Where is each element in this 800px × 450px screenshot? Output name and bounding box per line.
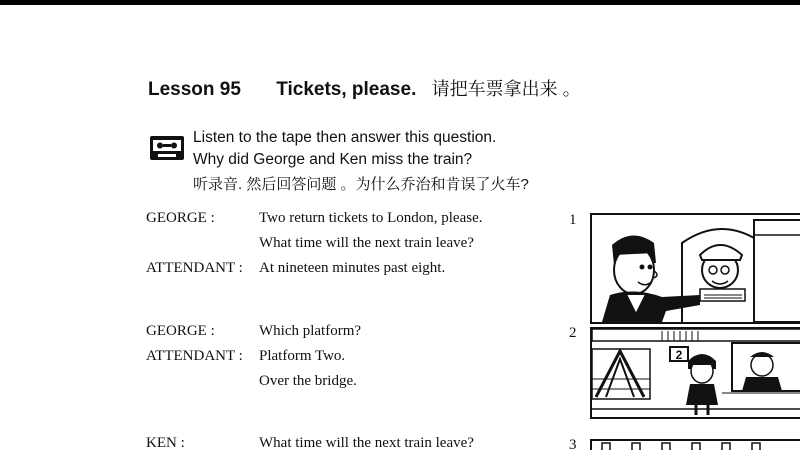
lesson-title-english: Tickets, please. — [276, 79, 417, 100]
textbook-page — [0, 5, 800, 450]
chinese-instruction-line: 听录音. 然后回答问题 。为什么乔治和肯误了火车? — [193, 176, 529, 193]
dialogue-line: Which platform? — [259, 323, 362, 339]
dialogue-line: At nineteen minutes past eight. — [259, 260, 446, 276]
picture-number: 2 — [569, 325, 577, 341]
picture-number: 1 — [569, 212, 577, 228]
dialogue-line: What time will the next train leave? — [259, 235, 474, 251]
lesson-title — [148, 75, 581, 101]
cassette-tape-icon — [149, 135, 185, 161]
dialogue-line: Two return tickets to London, please. — [259, 210, 483, 226]
platform-illustration — [590, 327, 800, 419]
platform-sign-number: 2 — [675, 348, 683, 362]
train-illustration — [590, 439, 800, 450]
picture-number: 3 — [569, 437, 577, 450]
lesson-number: Lesson 95 — [148, 79, 241, 100]
dialogue-line: What time will the next train leave? — [259, 435, 474, 450]
speaker-label: GEORGE : — [146, 323, 215, 339]
question-line: Why did George and Ken miss the train? — [193, 151, 473, 168]
speaker-label: ATTENDANT : — [146, 348, 243, 364]
lesson-title-chinese: 请把车票拿出来 。 — [431, 79, 581, 99]
ticket-office-illustration — [590, 213, 800, 324]
dialogue-line: Platform Two. — [259, 348, 346, 364]
instruction-line: Listen to the tape then answer this question. — [193, 129, 497, 146]
dialogue-line: Over the bridge. — [259, 373, 357, 389]
speaker-label: GEORGE : — [146, 210, 215, 226]
speaker-label: KEN : — [146, 435, 185, 450]
speaker-label: ATTENDANT : — [146, 260, 243, 276]
